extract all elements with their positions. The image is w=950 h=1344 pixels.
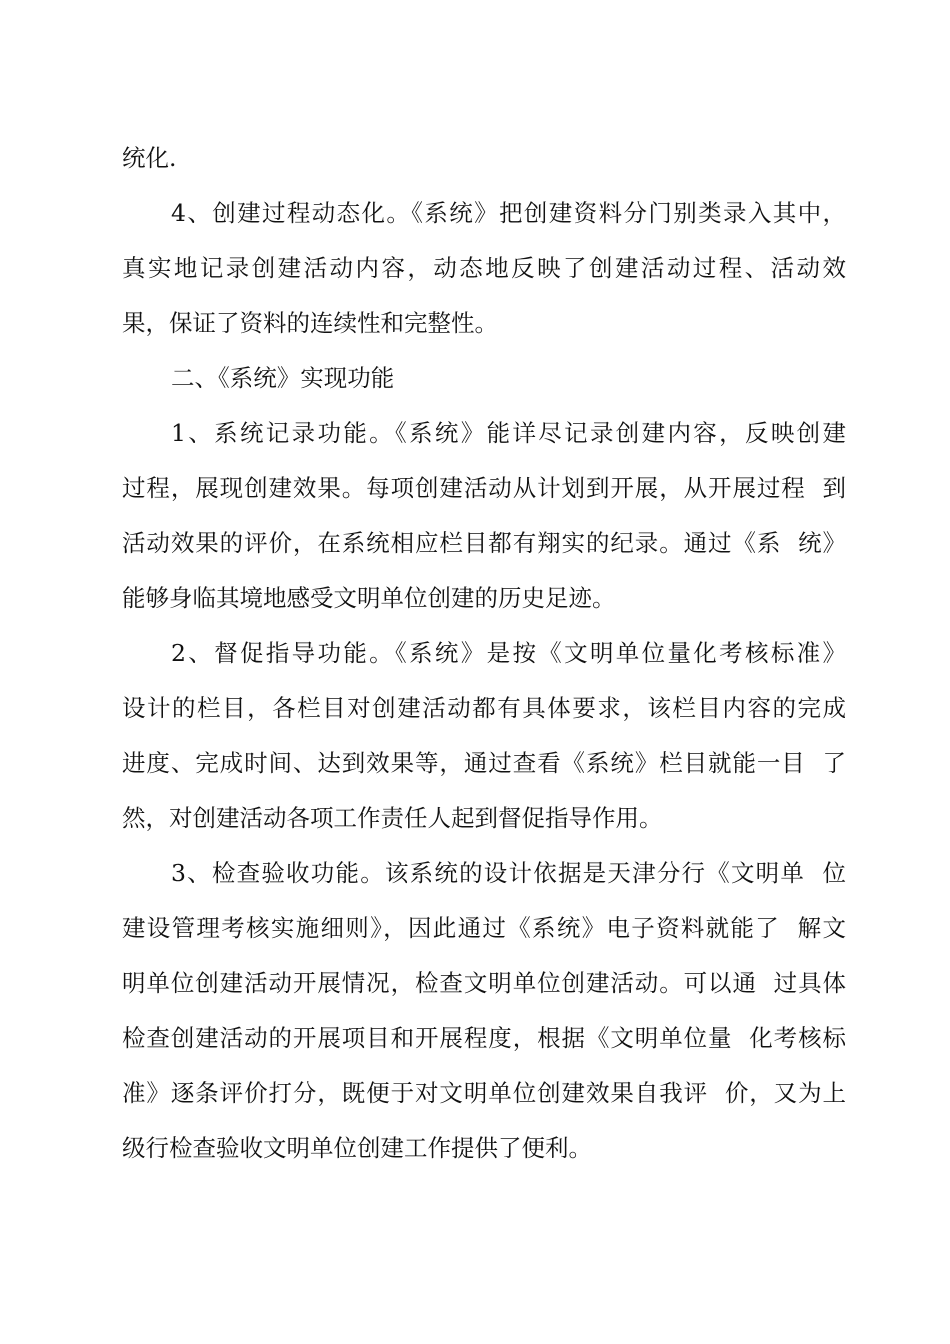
text-line: 明单位创建活动开展情况，检查文明单位创建活动。可以通 过具体 — [122, 969, 846, 997]
text-line: 果，保证了资料的连续性和完整性。 — [122, 309, 498, 337]
text-line: 统化. — [122, 144, 177, 172]
text-line: 设计的栏目，各栏目对创建活动都有具体要求，该栏目内容的完成 — [122, 694, 846, 722]
text-line: 检查创建活动的开展项目和开展程度，根据《文明单位量 化考核标 — [122, 1024, 846, 1052]
paragraph-heading-line: 4、创建过程动态化。《系统》把创建资料分门别类录入其中， — [171, 199, 846, 227]
text-line: 然，对创建活动各项工作责任人起到督促指导作用。 — [122, 804, 663, 832]
section-heading: 二、《系统》实现功能 — [171, 364, 395, 392]
paragraph-heading-line: 3、检查验收功能。该系统的设计依据是天津分行《文明单 位 — [171, 859, 846, 887]
document-body — [122, 131, 846, 1176]
paragraph-heading-line: 2、督促指导功能。《系统》是按《文明单位量化考核标准》 — [171, 639, 846, 667]
text-line: 进度、完成时间、达到效果等，通过查看《系统》栏目就能一目 了 — [122, 749, 846, 777]
paragraph-heading-line: 1、系统记录功能。《系统》能详尽记录创建内容，反映创建 — [171, 419, 846, 447]
text-line: 准》逐条评价打分，既便于对文明单位创建效果自我评 价，又为上 — [122, 1079, 846, 1107]
text-line: 真实地记录创建活动内容，动态地反映了创建活动过程、活动效 — [122, 254, 846, 282]
text-line: 级行检查验收文明单位创建工作提供了便利。 — [122, 1134, 592, 1162]
text-line: 活动效果的评价，在系统相应栏目都有翔实的纪录。通过《系 统》 — [122, 529, 846, 557]
text-line: 能够身临其境地感受文明单位创建的历史足迹。 — [122, 584, 616, 612]
text-line: 过程，展现创建效果。每项创建活动从计划到开展，从开展过程 到 — [122, 474, 846, 502]
text-line: 建设管理考核实施细则》，因此通过《系统》电子资料就能了 解文 — [122, 914, 846, 942]
